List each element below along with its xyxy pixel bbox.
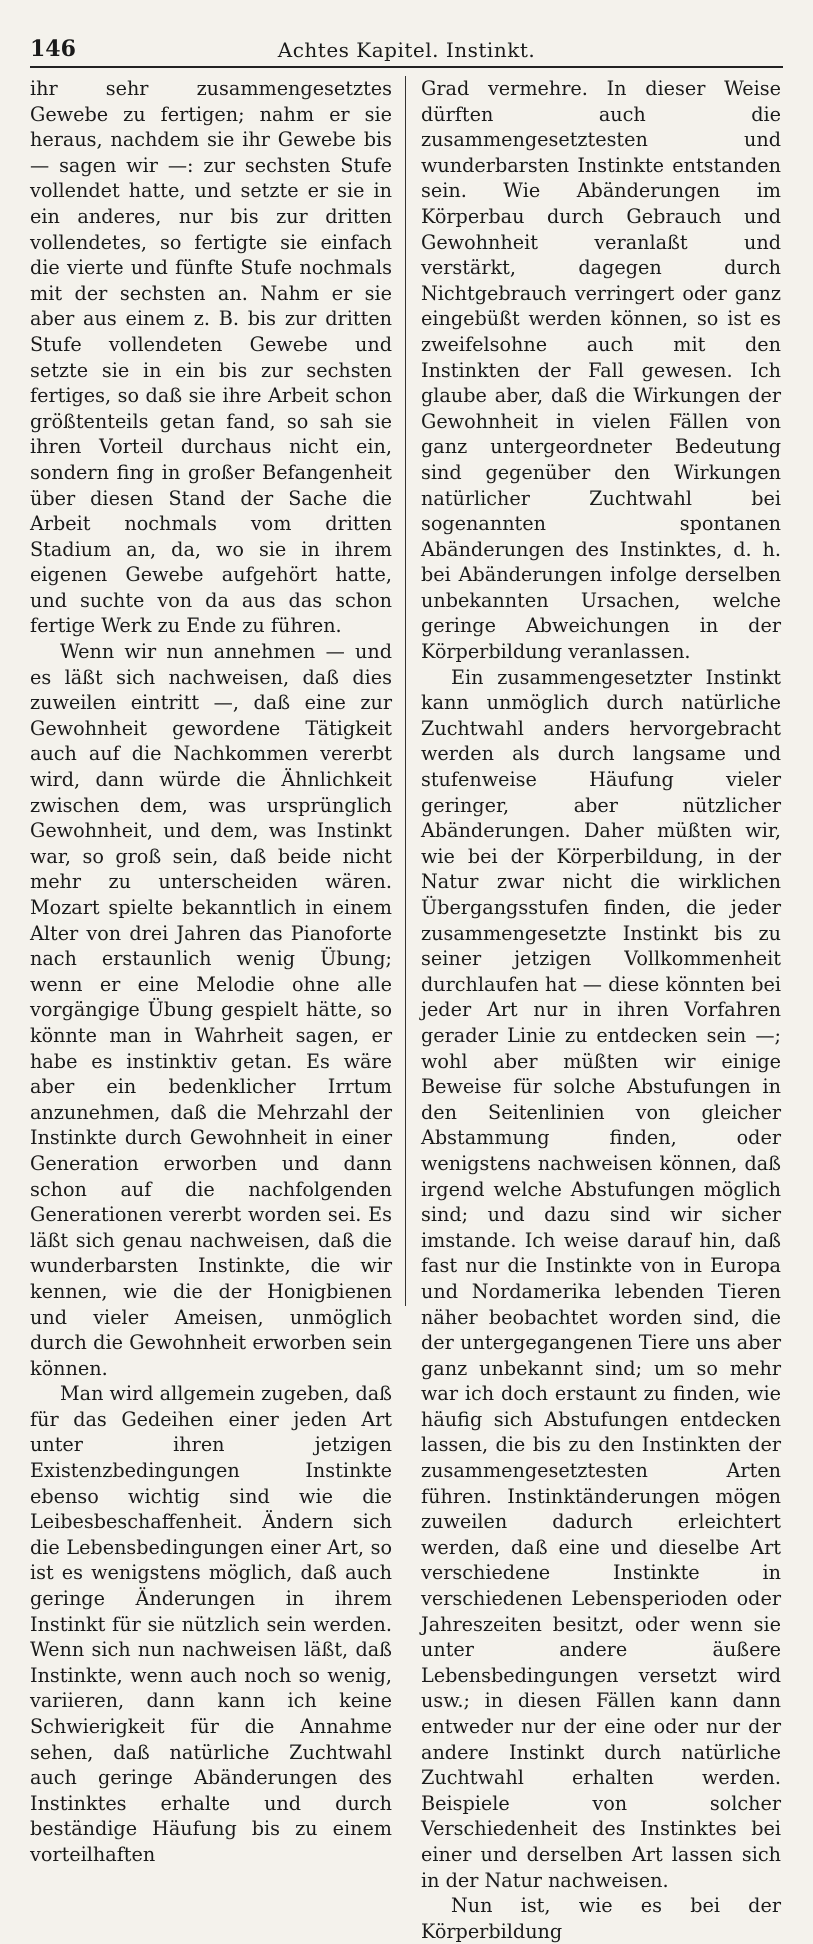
paragraph: Grad vermehre. In dieser Weise dürften auch die zusammengesetztesten und wunderbarsten Instinkte entstanden sein. Wie Abänderungen im Körperbau durch Gebrauch und Gewohnheit veranlaßt und verstärkt, dagegen durch Nichtgebrauch verringert oder ganz eingebüßt werden können, so ist es zweifelsohne auch mit den Instinkten der Fall gewesen. Ich glaube aber, daß die Wirkungen der Gewohnheit in vielen Fällen von ganz untergeordneter Bedeutung sind gegenüber den Wirkungen natürlicher Zuchtwahl bei sogenannten spontanen Abänderungen des Instinktes, d. h. bei Abänderungen infolge derselben unbekannten Ursachen, welche geringe Abweichungen in der Körperbildung veranlassen. — [421, 77, 781, 664]
running-title: Achtes Kapitel. Instinkt. — [277, 38, 536, 62]
paragraph: Man wird allgemein zugeben, daß für das Gedeihen einer jeden Art unter ihren jetzigen Existenzbedingungen Instinkte ebenso wichtig sind wie die Leibesbeschaffenheit. Ändern sich die Lebensbedingungen einer Art, so ist es wenigstens möglich, daß auch geringe Änderungen in ihrem Instinkt für sie nützlich sein werden. Wenn sich nun nachweisen läßt, daß Instinkte, wenn auch noch so wenig, variieren, dann kann ich keine Schwierigkeit für die Annahme sehen, daß natürliche Zuchtwahl auch geringe Abänderungen des Instinktes erhalte und durch beständige Häufung bis zu einem vorteilhaften — [30, 1382, 392, 1866]
right-column — [409, 76, 781, 1943]
paragraph: Wenn wir nun annehmen — und es läßt sich nachweisen, daß dies zuweilen eintritt —, daß eine zur Gewohnheit gewordene Tätigkeit auch auf die Nachkommen vererbt wird, dann würde die Ähnlichkeit zwischen dem, was ursprünglich Gewohnheit, und dem, was Instinkt war, so groß sein, daß beide nicht mehr zu unterscheiden wären. Mozart spielte bekanntlich in einem Alter von drei Jahren das Pianoforte nach erstaunlich wenig Übung; wenn er eine Melodie ohne alle vorgängige Übung gespielt hätte, so könnte man in Wahrheit sagen, er habe es instinktiv getan. Es wäre aber ein bedenklicher Irrtum anzunehmen, daß die Mehrzahl der Instinkte durch Gewohnheit in einer Generation erworben und dann schon auf die nachfolgenden Generationen vererbt worden sei. Es läßt sich genau nachweisen, daß die wunderbarsten Instinkte, die wir kennen, wie die der Honigbienen und vieler Ameisen, unmöglich durch die Gewohnheit erworben sein können. — [30, 640, 392, 1380]
column-divider — [405, 76, 406, 1306]
left-column — [30, 76, 402, 1866]
page-number: 146 — [30, 36, 76, 62]
paragraph: ihr sehr zusammengesetztes Gewebe zu fertigen; nahm er sie heraus, nachdem sie ihr Gewebe bis — sagen wir —: zur sechsten Stufe vollendet hatte, und setzte er sie in ein anderes, nur bis zur dritten vollendetes, so fertigte sie einfach die vierte und fünfte Stufe nochmals mit der sechsten an. Nahm er sie aber aus einem z. B. bis zur dritten Stufe vollendeten Gewebe und setzte sie in ein bis zur sechsten fertiges, so daß sie ihre Arbeit schon größtenteils getan fand, so sah sie ihren Vorteil durchaus nicht ein, sondern fing in großer Befangenheit über diesen Stand der Sache die Arbeit nochmals vom dritten Stadium an, da, wo sie in ihrem eigenen Gewebe aufgehört hatte, und suchte von da aus das schon fertige Werk zu Ende zu führen. — [30, 77, 392, 638]
paragraph: Ein zusammengesetzter Instinkt kann unmöglich durch natürliche Zuchtwahl anders hervorgebracht werden als durch langsame und stufenweise Häufung vieler geringer, aber nützlicher Abänderungen. Daher müßten wir, wie bei der Körperbildung, in der Natur zwar nicht die wirklichen Übergangsstufen finden, die jeder zusammengesetzte Instinkt bis zu seiner jetzigen Vollkommenheit durchlaufen hat — diese könnten bei jeder Art nur in ihren Vorfahren gerader Linie zu entdecken sein —; wohl aber müßten wir einige Beweise für solche Abstufungen in den Seitenlinien von gleicher Abstammung finden, oder wenigstens nachweisen können, daß irgend welche Abstufungen möglich sind; und dazu sind wir sicher imstande. Ich weise darauf hin, daß fast nur die Instinkte von in Europa und Nordamerika lebenden Tieren näher beobachtet worden sind, die der untergegangenen Tiere uns aber ganz unbekannt sind; um so mehr war ich doch erstaunt zu finden, wie häufig sich Abstufungen entdecken lassen, die bis zu den Instinkten der zusammengesetztesten Arten führen. Instinktänderungen mögen zuweilen dadurch erleichtert werden, daß eine und dieselbe Art verschiedene Instinkte in verschiedenen Lebensperioden oder Jahreszeiten besitzt, oder wenn sie unter andere äußere Lebensbedingungen versetzt wird usw.; in diesen Fällen kann dann entweder nur der eine oder nur der andere Instinkt durch natürliche Zuchtwahl erhalten werden. Beispiele von solcher Verschiedenheit des Instinktes bei einer und derselben Art lassen sich in der Natur nachweisen. — [421, 665, 781, 1892]
paragraph: Nun ist, wie es bei der Körperbildung — [421, 1894, 781, 1943]
page-header — [30, 28, 783, 68]
text-columns — [30, 76, 783, 1943]
